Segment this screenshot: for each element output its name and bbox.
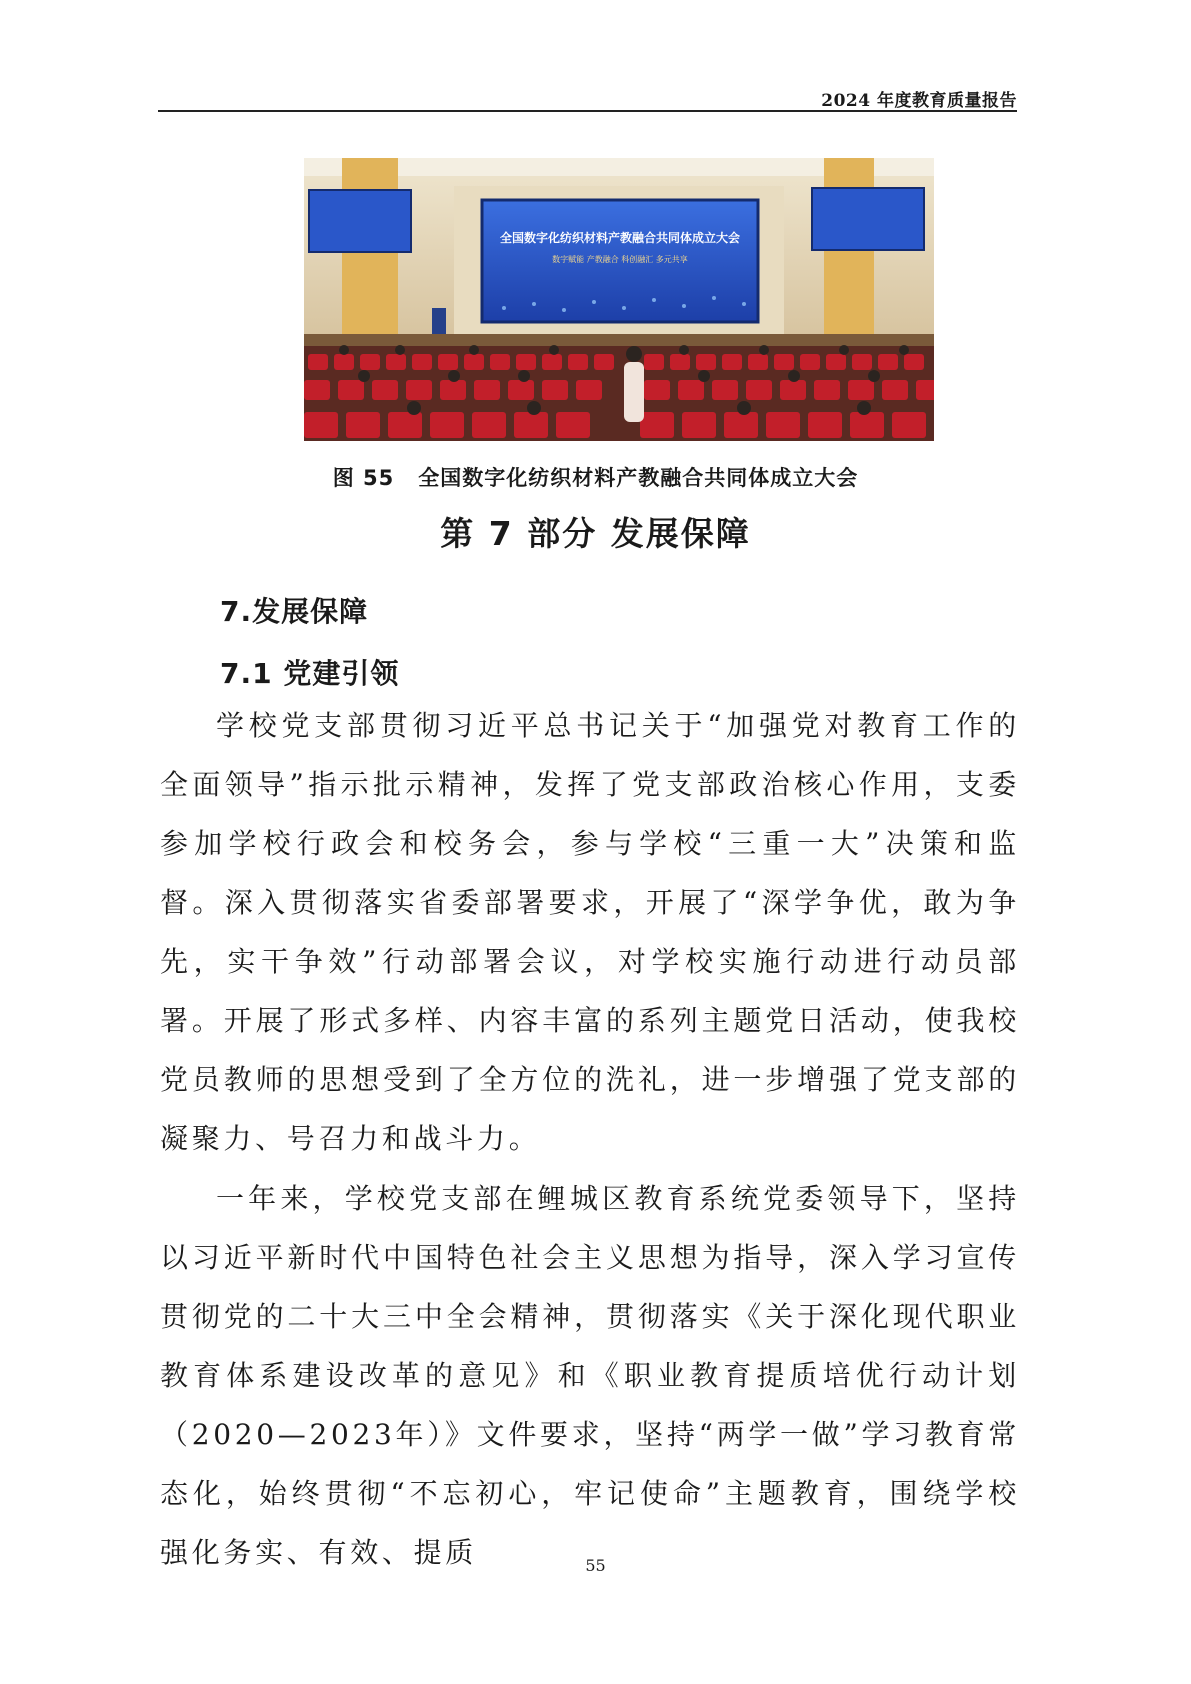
stage-floor xyxy=(304,334,934,346)
figure-caption xyxy=(0,462,1191,492)
paragraph-2: 一年来，学校党支部在鲤城区教育系统党委领导下，坚持以习近平新时代中国特色社会主义思想为指导，深入学习宣传贯彻党的二十大三中全会精神，贯彻落实《关于深化现代职业教育体系建设改革的意见》和《职业教育提质培优行动计划（2020—2023年）》文件要求，坚持“两学一做”学习教育常态化，始终贯彻“不忘初心，牢记使命”主题教育，围绕学校强化务实、有效、提质 xyxy=(160,1182,1020,1569)
left-side-screen xyxy=(309,190,411,252)
running-header: 2024 年度教育质量报告 xyxy=(821,91,1017,111)
right-side-screen xyxy=(812,188,924,250)
figure-caption-text: 全国数字化纺织材料产教融合共同体成立大会 xyxy=(418,466,859,490)
figure-number: 图 55 xyxy=(332,466,395,490)
section-heading-7: 7.发展保障 xyxy=(220,595,369,628)
page-number: 55 xyxy=(585,1556,606,1575)
header-rule xyxy=(158,110,1017,112)
left-pillar xyxy=(342,158,398,358)
main-screen-subtitle: 数字赋能 产教融合 科创融汇 多元共享 xyxy=(552,255,688,264)
standing-person xyxy=(624,346,644,422)
audience-seats xyxy=(304,345,934,441)
paragraph-1: 学校党支部贯彻习近平总书记关于“加强党对教育工作的全面领导”指示批示精神，发挥了党支部政治核心作用，支委参加学校行政会和校务会，参与学校“三重一大”决策和监督。深入贯彻落实省委部署要求，开展了“深学争优，敢为争先，实干争效”行动部署会议，对学校实施行动进行动员部署。开展了形式多样、内容丰富的系列主题党日活动，使我校党员教师的思想受到了全方位的洗礼，进一步增强了党支部的凝聚力、号召力和战斗力。 xyxy=(160,709,1020,1155)
part-title: 第 7 部分 发展保障 xyxy=(440,514,751,553)
conference-photo xyxy=(304,158,934,441)
main-screen-title: 全国数字化纺织材料产教融合共同体成立大会 xyxy=(499,231,741,245)
section-heading-7-1: 7.1 党建引领 xyxy=(220,657,400,690)
